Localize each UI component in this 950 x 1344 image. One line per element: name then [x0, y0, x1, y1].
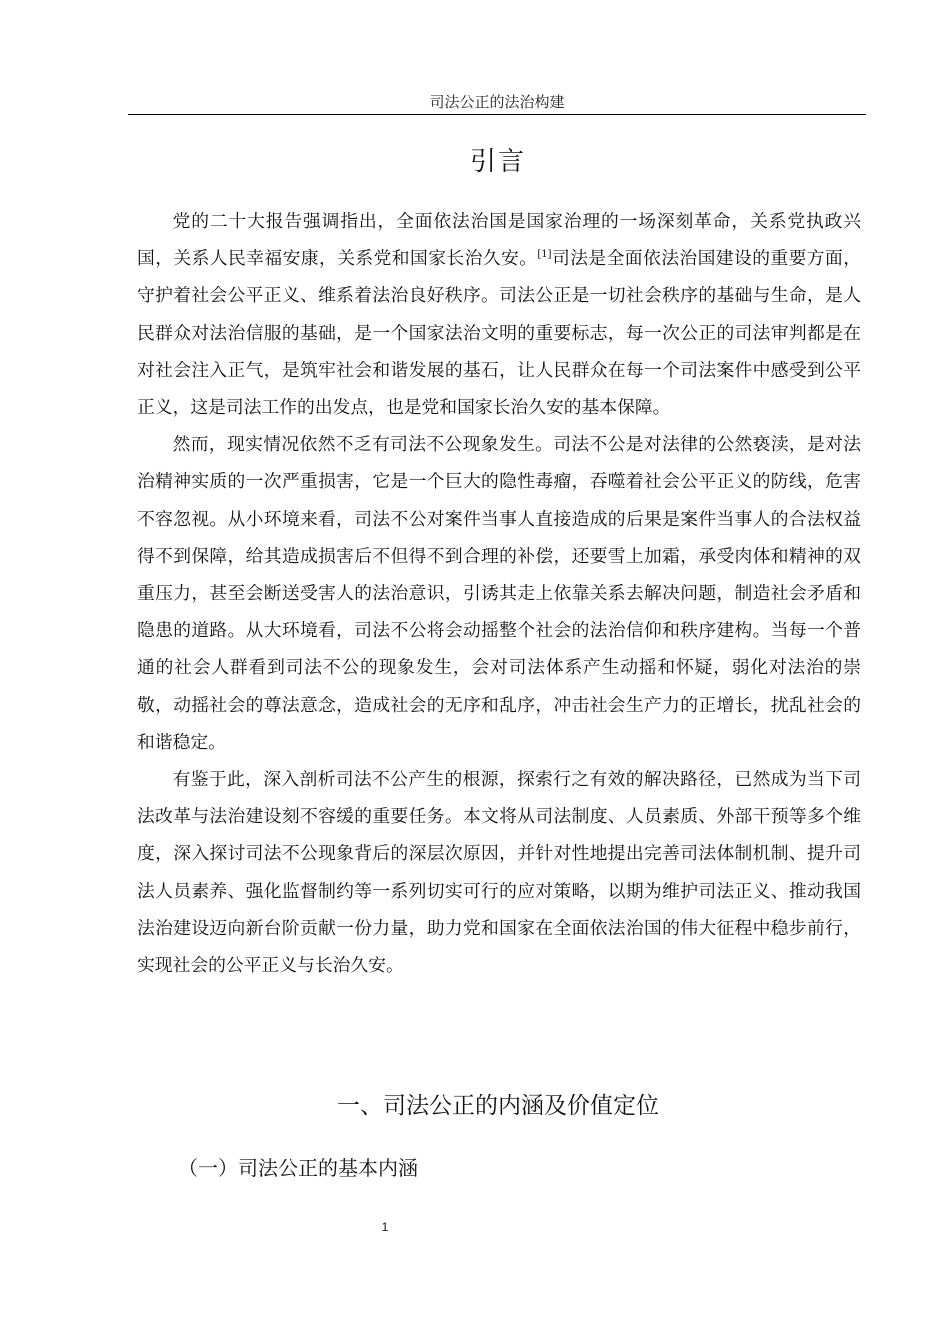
running-header: [128, 92, 866, 115]
section-heading: 一、司法公正的内涵及价值定位: [337, 1093, 659, 1119]
intro-body: [137, 203, 861, 984]
intro-paragraph-2: 然而，现实情况依然不乏有司法不公现象发生。司法不公是对法律的公然亵渎，是对法治精神实质的一次严重损害，它是一个巨大的隐性毒瘤，吞噬着社会公平正义的防线，危害不容忽视。从小环境来看，司法不公对案件当事人直接造成的后果是案件当事人的合法权益得不到保障，给其造成损害后不但得不到合理的补偿，还要雪上加霜，承受肉体和精神的双重压力，甚至会断送受害人的法治意识，引诱其走上依靠关系去解决问题，制造社会矛盾和隐患的道路。从大环境看，司法不公将会动摇整个社会的法治信仰和秩序建构。当每一个普通的社会人群看到司法不公的现象发生，会对司法体系产生动摇和怀疑，弱化对法治的崇敬，动摇社会的尊法意念，造成社会的无序和乱序，冲击社会生产力的正增长，扰乱社会的和谐稳定。: [137, 434, 861, 753]
intro-title: 引言: [469, 147, 526, 177]
intro-paragraph-1: [137, 203, 861, 426]
intro-paragraph-3: 有鉴于此，深入剖析司法不公产生的根源，探索行之有效的解决路径，已然成为当下司法改革与法治建设刻不容缓的重要任务。本文将从司法制度、人员素质、外部干预等多个维度，深入探讨司法不公现象背后的深层次原因，并针对性地提出完善司法体制机制、提升司法人员素养、强化监督制约等一系列切实可行的应对策略，以期为维护司法正义、推动我国法治建设迈向新台阶贡献一份力量，助力党和国家在全面依法治国的伟大征程中稳步前行，实现社会的公平正义与长治久安。: [137, 769, 861, 977]
intro-paragraph-1-part-b: 司法是全面依法治国建设的重要方面，守护着社会公平正义、维系着法治良好秩序。司法公正是一切社会秩序的基础与生命，是人民群众对法治信服的基础，是一个国家法治文明的重要标志，每一次公正的司法审判都是在对社会注入正气，是筑牢社会和谐发展的基石，让人民群众在每一个司法案件中感受到公平正义，这是司法工作的出发点，也是党和国家长治久安的基本保障。: [137, 248, 861, 419]
page-number: 1: [381, 1220, 389, 1234]
subsection-heading: （一）司法公正的基本内涵: [178, 1156, 418, 1180]
intro-paragraph-1-part-a: 党的二十大报告强调指出，全面依法治国是国家治理的一场深刻革命，关系党执政兴国，关系人民幸福安康，关系党和国家长治久安。: [137, 211, 861, 270]
footnote-reference[interactable]: [1]: [537, 249, 552, 261]
running-header-title: 司法公正的法治构建: [429, 93, 565, 111]
